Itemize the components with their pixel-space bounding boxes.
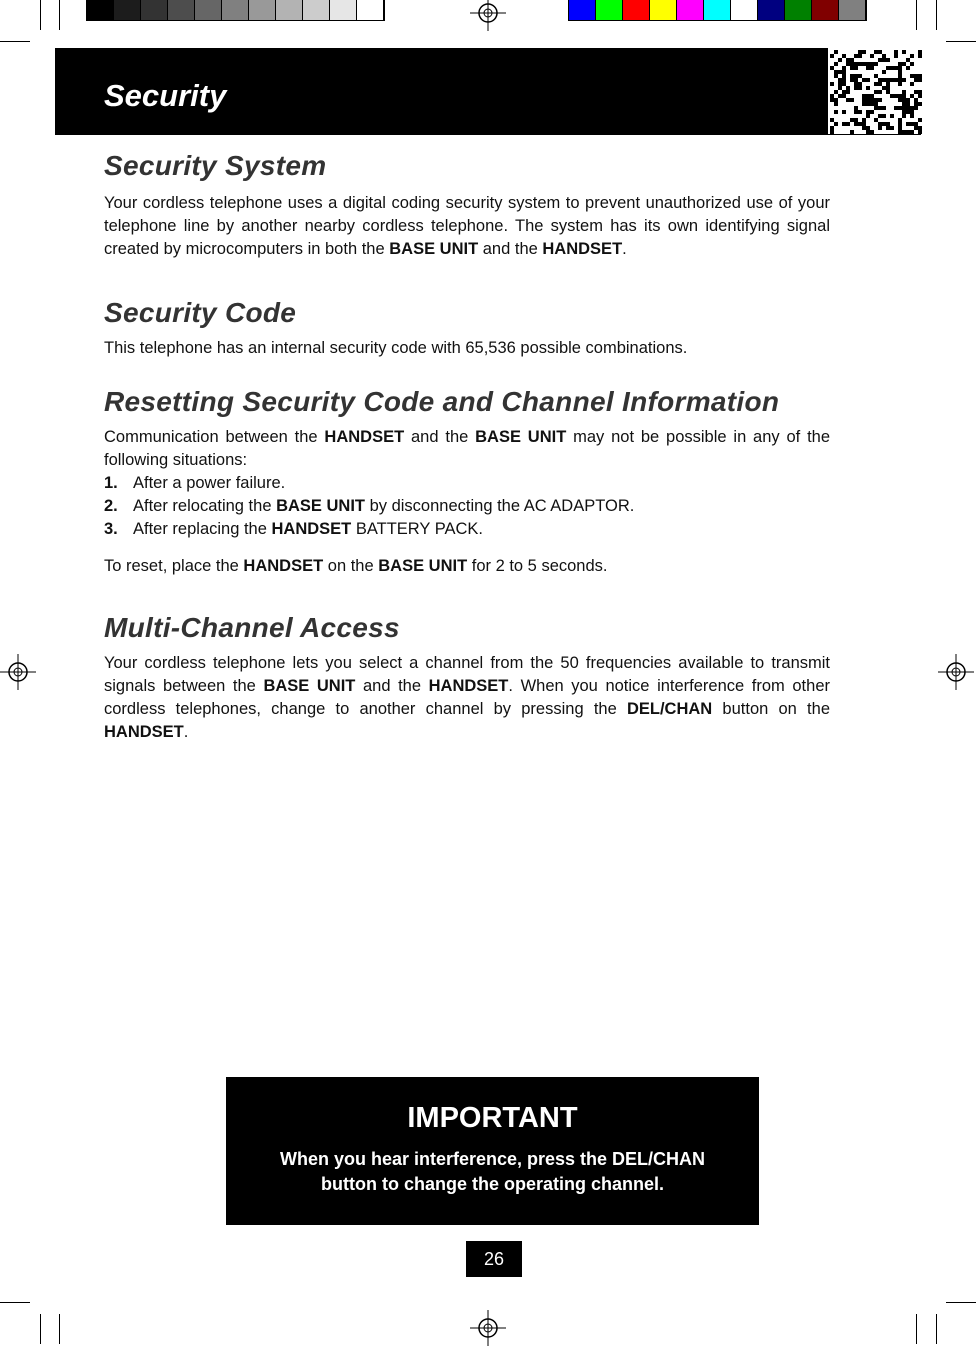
term-handset: HANDSET — [243, 557, 324, 575]
list-item — [104, 472, 830, 495]
term-del-chan: DEL/CHAN — [626, 700, 713, 718]
color-swatch — [812, 0, 839, 20]
term-base-unit: BASE UNIT — [378, 557, 468, 575]
list-item — [104, 495, 830, 518]
main-content — [104, 150, 830, 744]
important-text — [226, 1147, 759, 1197]
qr-code-icon — [828, 48, 922, 134]
color-swatch — [650, 0, 677, 20]
list-text — [133, 518, 483, 541]
term-handset: HANDSET — [104, 723, 184, 741]
important-box — [226, 1077, 759, 1225]
color-swatch — [195, 0, 222, 20]
crop-mark — [936, 1314, 937, 1344]
term-base-unit: BASE UNIT — [263, 677, 356, 695]
text: To reset, place the — [104, 557, 244, 575]
crop-mark — [59, 1314, 60, 1344]
text: for 2 to 5 seconds. — [467, 557, 608, 575]
registration-target-icon — [470, 1310, 506, 1346]
paragraph-security-code: This telephone has an internal security code with 65,536 possible combinations. — [104, 339, 688, 357]
text: . When you notice interference from other cordless telephones, change to another channel by pressing the — [104, 677, 830, 718]
text: and the — [478, 240, 543, 258]
page-title: Security — [104, 78, 227, 113]
crop-mark — [0, 1302, 30, 1303]
paragraph-multi-channel — [104, 652, 830, 744]
color-swatch — [677, 0, 704, 20]
color-swatch — [249, 0, 276, 20]
text: may not be possible in any of the following situations: — [104, 428, 831, 469]
text: and the — [404, 428, 476, 446]
term-base-unit: BASE UNIT — [389, 240, 479, 258]
color-bar — [568, 0, 867, 21]
registration-target-icon — [938, 654, 974, 690]
text: button on the — [712, 700, 830, 718]
crop-mark — [946, 41, 976, 42]
important-title: IMPORTANT — [407, 1102, 578, 1134]
crop-mark — [40, 1314, 41, 1344]
color-swatch — [303, 0, 330, 20]
important-line: When you hear interference, press the DEL/CHAN — [279, 1149, 706, 1169]
crop-mark — [916, 0, 917, 30]
text: Your cordless telephone lets you select a channel from the 50 frequencies available to transmit signals between the — [104, 654, 830, 695]
list-number: 1. — [104, 474, 118, 492]
crop-mark — [936, 0, 937, 30]
text: and the — [355, 677, 429, 695]
registration-target-icon — [470, 0, 506, 31]
registration-target-icon — [0, 654, 36, 690]
text: After a power failure. — [133, 474, 286, 492]
term-base-unit: BASE UNIT — [475, 428, 567, 446]
color-swatch — [569, 0, 596, 20]
color-swatch — [222, 0, 249, 20]
text: . — [183, 723, 189, 741]
text: BATTERY PACK. — [351, 520, 483, 538]
list-item — [104, 518, 830, 541]
situation-list — [104, 472, 830, 541]
color-swatch — [330, 0, 357, 20]
paragraph-resetting-intro — [104, 426, 830, 472]
color-swatch — [357, 0, 384, 20]
color-swatch — [87, 0, 114, 20]
crop-mark — [946, 1302, 976, 1303]
term-base-unit: BASE UNIT — [276, 497, 365, 515]
heading-security-code: Security Code — [104, 297, 297, 328]
color-swatch — [758, 0, 785, 20]
term-handset: HANDSET — [428, 677, 509, 695]
color-swatch — [168, 0, 195, 20]
term-handset: HANDSET — [542, 240, 623, 258]
color-swatch — [785, 0, 812, 20]
term-handset: HANDSET — [271, 520, 352, 538]
color-swatch — [704, 0, 731, 20]
text: by disconnecting the AC ADAPTOR. — [365, 497, 635, 515]
grayscale-bar — [86, 0, 385, 21]
color-swatch — [276, 0, 303, 20]
text: Communication between the — [104, 428, 325, 446]
crop-mark — [0, 41, 30, 42]
list-number: 3. — [104, 520, 118, 538]
color-swatch — [731, 0, 758, 20]
important-line: button to change the operating channel. — [320, 1174, 664, 1194]
paragraph-security-system — [104, 192, 830, 261]
paragraph-reset — [104, 555, 830, 578]
list-text — [133, 495, 634, 518]
color-swatch — [623, 0, 650, 20]
text: After relocating the — [133, 497, 277, 515]
text: After replacing the — [133, 520, 272, 538]
color-swatch — [141, 0, 168, 20]
text: on the — [323, 557, 379, 575]
list-number: 2. — [104, 497, 118, 515]
list-text — [133, 472, 285, 495]
heading-multi-channel: Multi-Channel Access — [104, 612, 400, 643]
crop-mark — [40, 0, 41, 30]
color-swatch — [596, 0, 623, 20]
text: . — [622, 240, 627, 258]
heading-security-system: Security System — [104, 150, 327, 181]
page-number: 26 — [466, 1241, 522, 1277]
text: Your cordless telephone uses a digital coding security system to prevent unauthorized use of your telephone line by another nearby cordless telephone. The system has its own identifying signal created by microcomputers in both the — [104, 194, 830, 258]
heading-resetting: Resetting Security Code and Channel Information — [104, 386, 780, 417]
crop-mark — [59, 0, 60, 30]
crop-mark — [916, 1314, 917, 1344]
color-swatch — [114, 0, 141, 20]
term-handset: HANDSET — [324, 428, 405, 446]
color-swatch — [839, 0, 866, 20]
